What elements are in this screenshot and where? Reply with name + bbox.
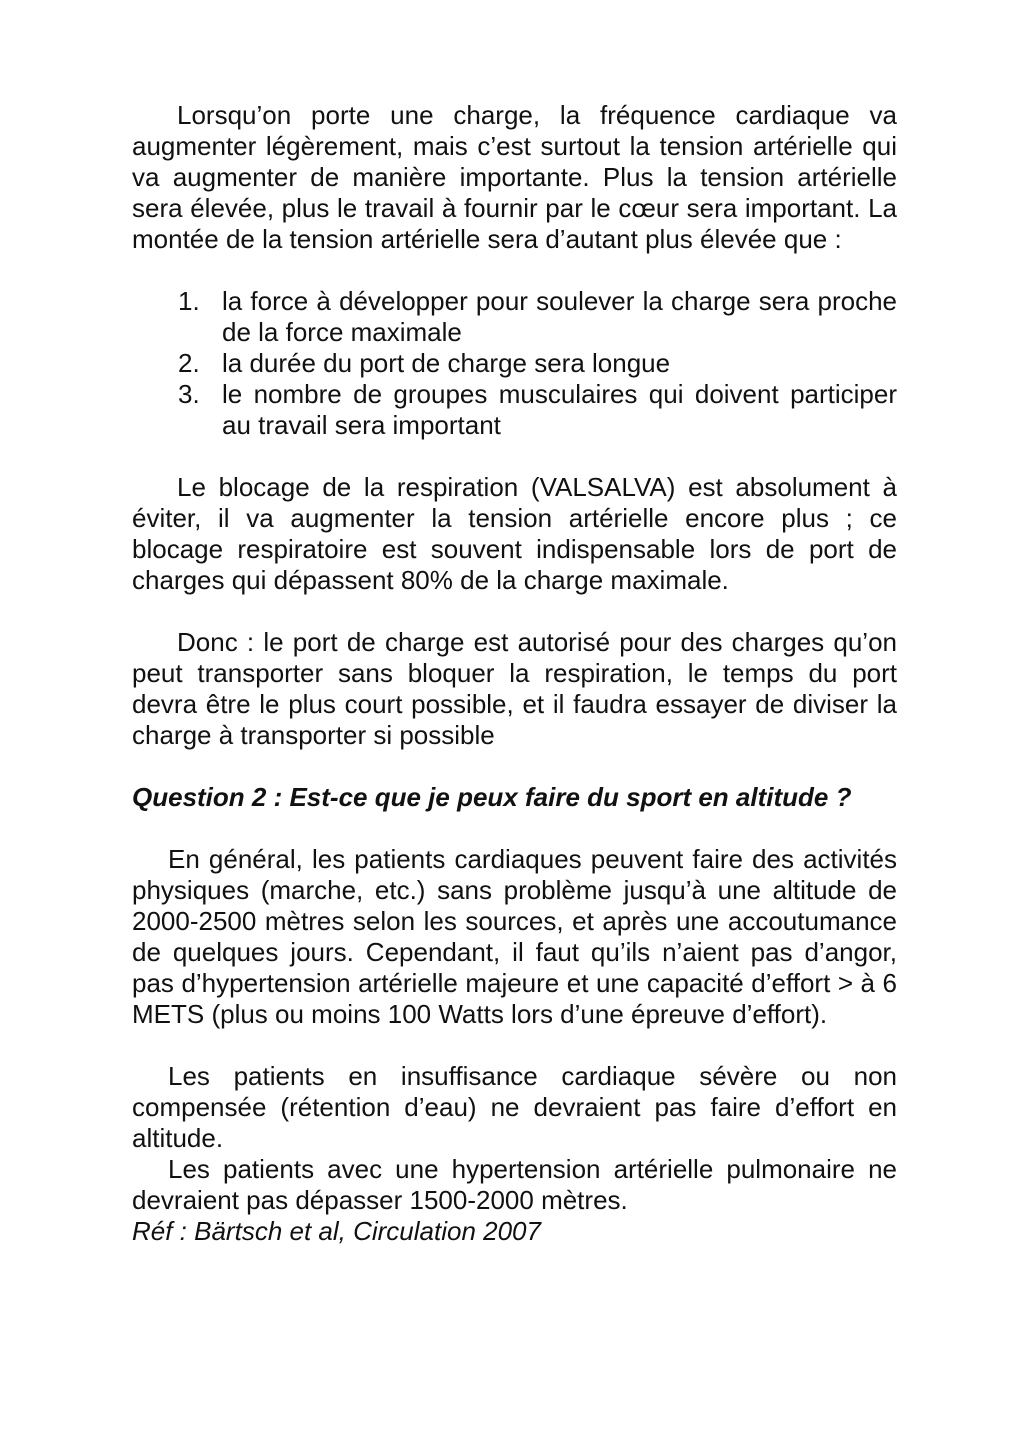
list-number: 2. [178, 348, 200, 378]
list-item-text: la force à développer pour soulever la charge sera proche de la force maximale [222, 286, 897, 347]
paragraph-conclusion: Donc : le port de charge est autorisé pour des charges qu’on peut transporter sans bloquer la respiration, le temps du port devra être le plus court possible, et il faudra essayer de diviser la charge à transporter si possible [132, 627, 897, 750]
list-item [178, 286, 897, 348]
paragraph-altitude-general: En général, les patients cardiaques peuvent faire des activités physiques (marche, etc.) sans problème jusqu’à une altitude de 2000-2500 mètres selon les sources, et après une accoutumance de quelques jours. Cependant, il faut qu’ils n’aient pas d’angor, pas d’hypertension artérielle majeure et une capacité d’effort > à 6 METS (plus ou moins 100 Watts lors d’une épreuve d’effort). [132, 844, 897, 1029]
paragraph-pulmonary-hypertension: Les patients avec une hypertension artérielle pulmonaire ne devraient pas dépasser 1500-2000 mètres. [132, 1154, 897, 1215]
list-item [178, 348, 897, 379]
question-heading: Question 2 : Est-ce que je peux faire du sport en altitude ? [132, 782, 852, 812]
paragraph-valsalva: Le blocage de la respiration (VALSALVA) est absolument à éviter, il va augmenter la tension artérielle encore plus ; ce blocage respiratoire est souvent indispensable lors de port de charges qui dépassent 80% de la charge maximale. [132, 472, 897, 595]
document-page [132, 100, 897, 1247]
reference: Réf : Bärtsch et al, Circulation 2007 [132, 1216, 541, 1246]
list-number: 1. [178, 286, 200, 316]
list-item [178, 379, 897, 441]
numbered-list [132, 286, 897, 441]
list-item-text: le nombre de groupes musculaires qui doivent participer au travail sera important [222, 379, 897, 440]
list-number: 3. [178, 379, 200, 409]
paragraph-heart-failure: Les patients en insuffisance cardiaque sévère ou non compensée (rétention d’eau) ne devraient pas faire d’effort en altitude. [132, 1061, 897, 1153]
paragraph-charge-intro: Lorsqu’on porte une charge, la fréquence cardiaque va augmenter légèrement, mais c’est surtout la tension artérielle qui va augmenter de manière importante. Plus la tension artérielle sera élevée, plus le travail à fournir par le cœur sera important. La montée de la tension artérielle sera d’autant plus élevée que : [132, 100, 897, 254]
list-item-text: la durée du port de charge sera longue [222, 348, 671, 378]
